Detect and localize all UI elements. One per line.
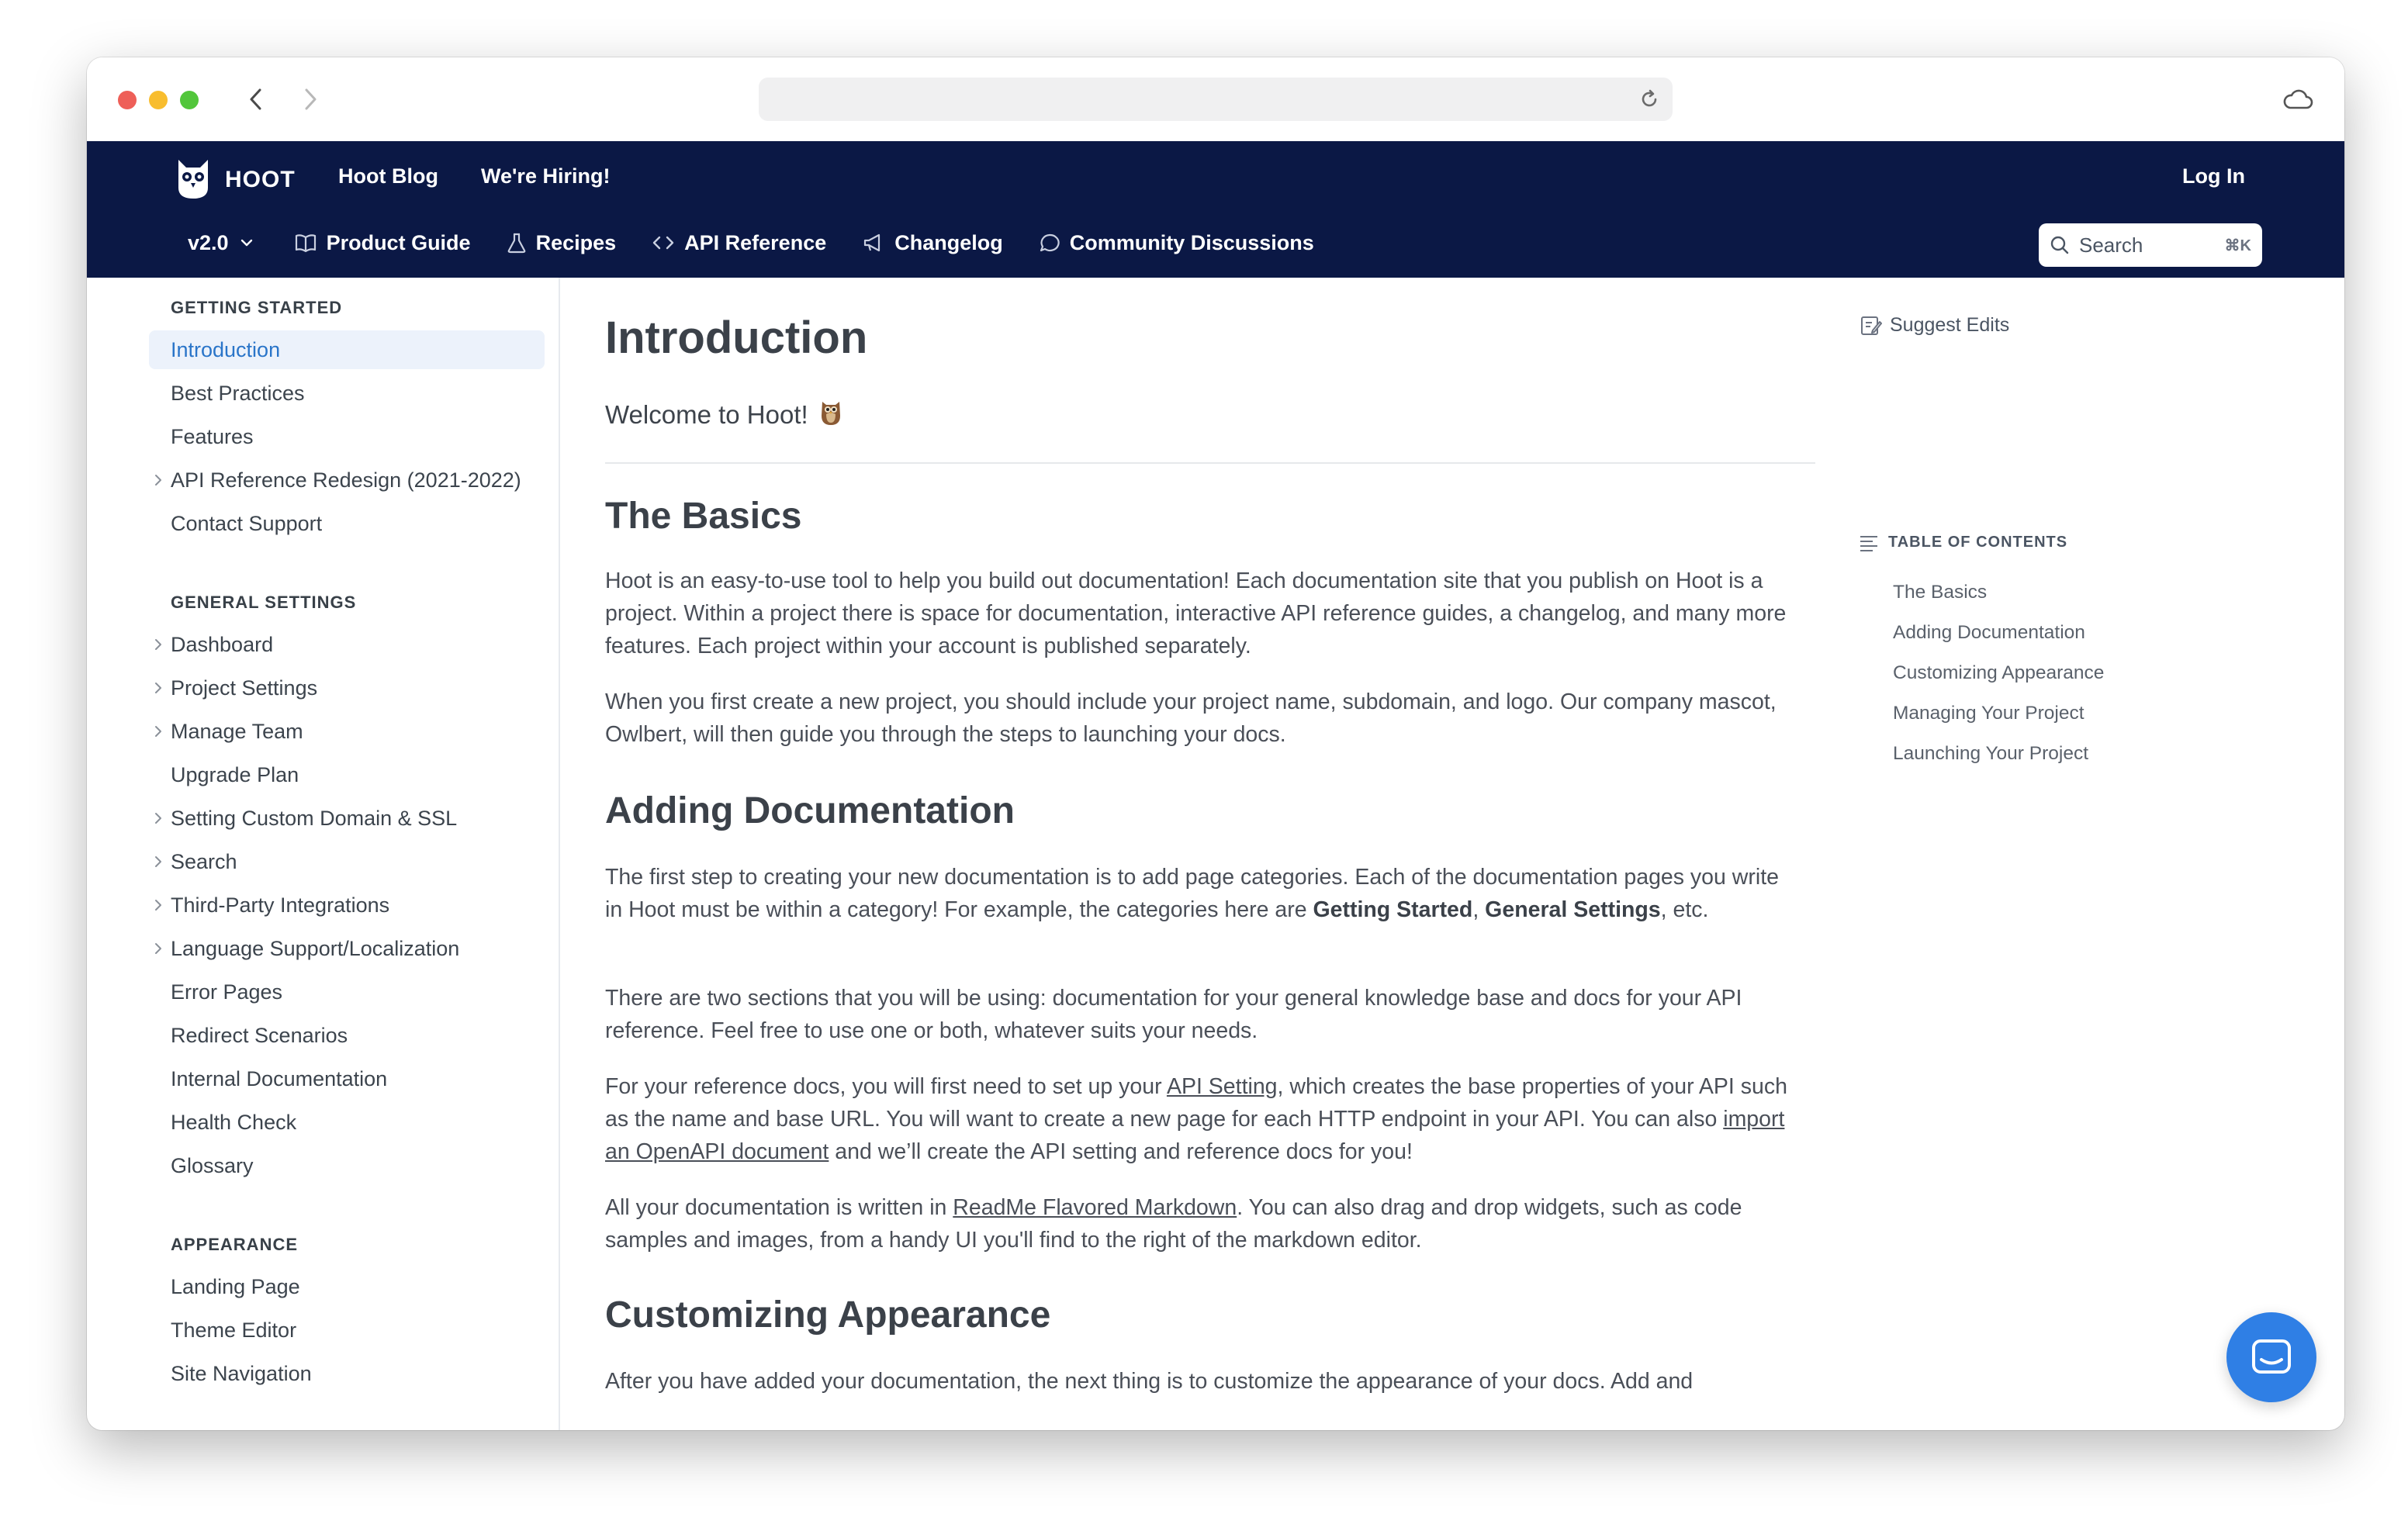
toc-item[interactable]: Launching Your Project — [1893, 743, 2088, 764]
sidebar-item-error-pages[interactable] — [149, 973, 545, 1011]
suggest-edits-label: Suggest Edits — [1890, 313, 2010, 336]
sidebar-item-landing-page[interactable] — [149, 1267, 545, 1306]
owl-emoji-icon — [819, 397, 842, 433]
toc-item[interactable]: Adding Documentation — [1893, 622, 2085, 643]
sidebar-item-best-practices[interactable] — [149, 374, 545, 413]
chat-widget-button[interactable] — [2226, 1312, 2316, 1402]
megaphone-icon — [862, 233, 885, 253]
sidebar-item-label: Introduction — [171, 337, 281, 361]
sidebar-item-label: Manage Team — [171, 719, 303, 743]
sidebar-item-label: Health Check — [171, 1110, 297, 1134]
chevron-right-icon — [149, 855, 171, 869]
toc-item[interactable]: Managing Your Project — [1893, 703, 2085, 724]
nav-changelog[interactable] — [862, 231, 1003, 255]
sidebar-item-health-check[interactable] — [149, 1103, 545, 1142]
sidebar-item-search[interactable] — [149, 842, 545, 881]
search-placeholder: Search — [2079, 233, 2143, 257]
sidebar-item-label: Upgrade Plan — [171, 762, 299, 786]
list-icon — [1859, 534, 1879, 551]
chevron-right-icon — [149, 681, 171, 695]
login-link[interactable]: Log In — [2182, 164, 2245, 188]
site-header — [87, 141, 2344, 278]
paragraph: Hoot is an easy-to-use tool to help you build out documentation! Each documentation site that you publish on Hoot is a project. Within a project there is space for documentation, interactive API reference guides, a changelog, and many more features. Each project within your account is published separately. — [605, 569, 1787, 658]
site-logo[interactable] — [174, 157, 296, 203]
sidebar-heading-general-settings: GENERAL SETTINGS — [171, 593, 357, 612]
toc-item[interactable]: The Basics — [1893, 582, 1988, 603]
sidebar-item-project-settings[interactable] — [149, 669, 545, 707]
nav-label: API Reference — [684, 230, 827, 254]
sidebar-item-label: Setting Custom Domain & SSL — [171, 806, 458, 830]
page-title: Introduction — [605, 313, 868, 363]
suggest-edits-link[interactable] — [1859, 313, 2009, 337]
inline-link[interactable]: API Setting — [1166, 1074, 1278, 1099]
nav-label: Recipes — [535, 230, 617, 254]
paragraph: When you first create a new project, you should include your project name, subdomain, and logo. Our company mascot, Owlbert, will then guide you through the steps to launching your docs. — [605, 689, 1777, 747]
search-input[interactable] — [2039, 223, 2262, 267]
sidebar-item-site-navigation[interactable] — [149, 1354, 545, 1393]
toc-heading — [1859, 534, 2067, 551]
chevron-down-icon — [240, 238, 254, 247]
sidebar-item-label: Features — [171, 424, 254, 448]
logo-text: HOOT — [225, 167, 296, 192]
sidebar-item-glossary[interactable] — [149, 1146, 545, 1185]
sidebar-item-label: Internal Documentation — [171, 1066, 388, 1090]
section-heading-adding-documentation: Adding Documentation — [605, 790, 1015, 831]
sidebar-item-label: Best Practices — [171, 381, 305, 405]
sidebar-item-contact-support[interactable] — [149, 504, 545, 543]
chevron-right-icon — [149, 942, 171, 956]
paragraph: After you have added your documentation, the next thing is to customize the appearance of your docs. Add and — [605, 1369, 1694, 1394]
sidebar-item-label: Search — [171, 849, 237, 873]
nav-community-discussions[interactable] — [1039, 231, 1314, 255]
sidebar-heading-getting-started: GETTING STARTED — [171, 298, 343, 317]
chevron-right-icon — [149, 638, 171, 651]
paragraph: The first step to creating your new documentation is to add page categories. Each of the documentation pages you write in Hoot must be within a category! For example, the categories here are Getting Started, General Settings, etc. — [605, 865, 1779, 922]
nav-label: Changelog — [894, 230, 1003, 254]
code-icon — [652, 234, 675, 251]
paragraph: For your reference docs, you will first need to set up your API Setting, which creates the base properties of your API such as the name and base URL. You will want to create a new page for each HTTP endpoint in your API. You can also import an OpenAPI document and we’ll create the API setting and reference docs for you! — [605, 1074, 1787, 1164]
toc-title: TABLE OF CONTENTS — [1888, 534, 2068, 551]
chevron-right-icon — [149, 898, 171, 912]
sidebar-item-label: Language Support/Localization — [171, 936, 460, 960]
main-content — [605, 278, 1815, 1430]
close-window-button[interactable] — [118, 91, 137, 109]
bold-text: Getting Started — [1313, 897, 1473, 922]
sidebar-item-label: Third-Party Integrations — [171, 893, 390, 917]
sidebar-item-label: Dashboard — [171, 632, 274, 656]
sidebar-item-upgrade-plan[interactable] — [149, 755, 545, 794]
forward-icon[interactable] — [292, 81, 329, 118]
chevron-right-icon — [149, 473, 171, 487]
book-icon — [294, 233, 317, 253]
sidebar-heading-appearance: APPEARANCE — [171, 1235, 299, 1254]
sidebar-item-manage-team[interactable] — [149, 712, 545, 751]
nav-label: Product Guide — [326, 230, 471, 254]
were-hiring-link[interactable]: We're Hiring! — [481, 164, 611, 188]
sidebar-item-features[interactable] — [149, 417, 545, 456]
sidebar-item-redirect-scenarios[interactable] — [149, 1016, 545, 1055]
sidebar-item-label: Theme Editor — [171, 1318, 297, 1342]
subtitle-text: Welcome to Hoot! — [605, 400, 808, 429]
browser-titlebar — [87, 57, 2344, 141]
back-icon[interactable] — [237, 81, 275, 118]
sidebar-item-custom-domain-ssl[interactable] — [149, 799, 545, 838]
edit-icon — [1859, 313, 1882, 337]
sidebar-item-api-reference-redesign[interactable] — [149, 461, 545, 499]
chat-bubble-icon — [1039, 233, 1060, 253]
search-shortcut: ⌘K — [2224, 237, 2251, 254]
page-subtitle — [605, 397, 842, 433]
chat-icon — [2251, 1338, 2292, 1377]
sidebar-item-label: Glossary — [171, 1153, 254, 1177]
inline-link[interactable]: import an OpenAPI document — [605, 1107, 1785, 1164]
sidebar-item-internal-documentation[interactable] — [149, 1059, 545, 1098]
paragraph: There are two sections that you will be using: documentation for your general knowledge base and docs for your API reference. Feel free to use one or both, whatever suits your needs. — [605, 986, 1742, 1043]
sidebar-item-label: Site Navigation — [171, 1361, 312, 1385]
chevron-right-icon — [149, 811, 171, 825]
minimize-window-button[interactable] — [149, 91, 168, 109]
nav-api-reference[interactable] — [652, 231, 826, 255]
sidebar-item-introduction[interactable] — [149, 330, 545, 369]
flask-icon — [507, 232, 527, 254]
nav-recipes[interactable] — [507, 231, 617, 255]
browser-window — [87, 57, 2344, 1430]
zoom-window-button[interactable] — [180, 91, 199, 109]
toc-item[interactable]: Customizing Appearance — [1893, 662, 2105, 683]
sidebar-item-third-party-integrations[interactable] — [149, 886, 545, 924]
sidebar-item-label: Contact Support — [171, 511, 323, 535]
title-divider — [605, 462, 1815, 464]
address-bar[interactable] — [759, 78, 1673, 121]
nav-product-guide[interactable] — [294, 231, 471, 255]
bold-text: General Settings — [1485, 897, 1661, 922]
cloud-icon[interactable] — [2279, 81, 2316, 118]
version-label: v2.0 — [188, 230, 229, 254]
section-heading-the-basics: The Basics — [605, 496, 802, 537]
sidebar — [87, 278, 560, 1430]
sidebar-item-label: Project Settings — [171, 676, 318, 700]
version-dropdown[interactable] — [188, 231, 254, 255]
sidebar-item-dashboard[interactable] — [149, 625, 545, 664]
sidebar-item-label: Landing Page — [171, 1274, 300, 1298]
nav-label: Community Discussions — [1069, 230, 1314, 254]
sidebar-item-label: Redirect Scenarios — [171, 1023, 348, 1047]
owl-logo-icon — [174, 157, 213, 204]
paragraph: All your documentation is written in ReadMe Flavored Markdown. You can also drag and drop widgets, such as code samples and images, from a handy UI you'll find to the right of the markdown editor. — [605, 1195, 1742, 1253]
sub-navigation — [188, 223, 1350, 262]
chevron-right-icon — [149, 724, 171, 738]
reload-icon[interactable] — [1637, 87, 1662, 112]
sidebar-item-label: Error Pages — [171, 980, 283, 1004]
inline-link[interactable]: ReadMe Flavored Markdown — [953, 1195, 1237, 1220]
sidebar-item-label: API Reference Redesign (2021-2022) — [171, 468, 521, 492]
sidebar-item-theme-editor[interactable] — [149, 1311, 545, 1350]
sidebar-item-language-support[interactable] — [149, 929, 545, 968]
section-heading-customizing-appearance: Customizing Appearance — [605, 1294, 1051, 1336]
search-icon — [2050, 235, 2070, 255]
hoot-blog-link[interactable]: Hoot Blog — [338, 164, 438, 188]
